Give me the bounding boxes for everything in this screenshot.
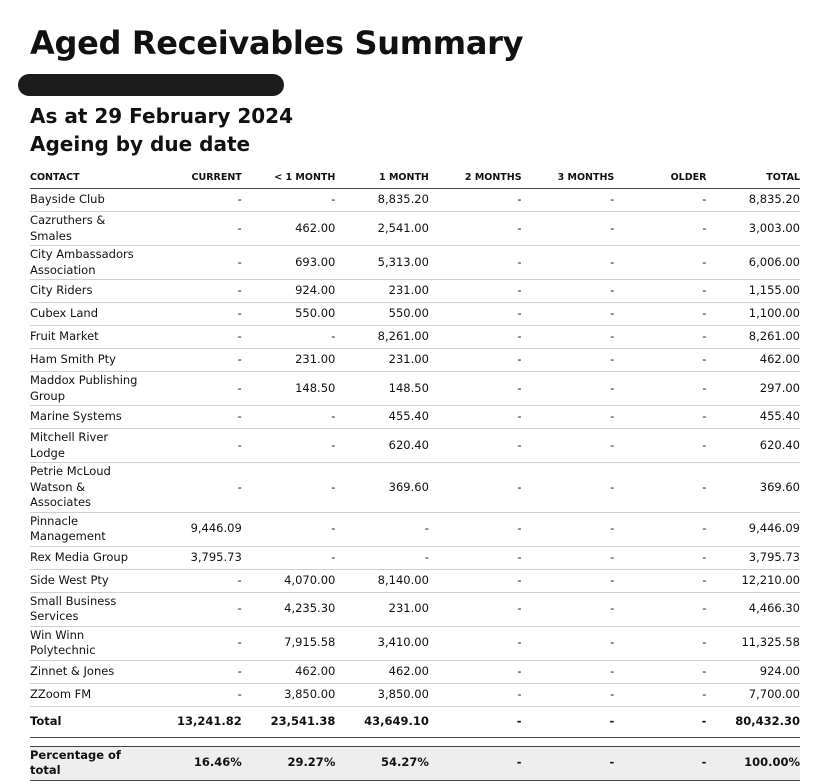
cell-1-month: - [335, 512, 429, 546]
cell-2-months: - [429, 406, 522, 429]
redacted-organisation-name [18, 74, 284, 96]
cell-total: 3,795.73 [706, 546, 800, 569]
report-ageing-basis: Ageing by due date [30, 132, 251, 156]
cell-older: - [614, 463, 706, 513]
cell-total: 11,325.58 [706, 626, 800, 660]
cell-3-months: - [522, 246, 615, 280]
table-row [30, 280, 800, 303]
cell-lt-1-month: 148.50 [242, 372, 336, 406]
cell-contact: Mitchell River Lodge [30, 429, 148, 463]
cell-current: - [148, 246, 242, 280]
cell-1-month: 620.40 [335, 429, 429, 463]
cell-1-month: 5,313.00 [335, 246, 429, 280]
report-title: Aged Receivables Summary [30, 24, 524, 62]
cell-current: - [148, 212, 242, 246]
cell-older: - [614, 349, 706, 372]
column-header-lt-1-month: < 1 MONTH [242, 166, 336, 189]
cell-total: 3,003.00 [706, 212, 800, 246]
cell-older: - [614, 512, 706, 546]
cell-total: 455.40 [706, 406, 800, 429]
cell-older: - [614, 569, 706, 592]
cell-total: 369.60 [706, 463, 800, 513]
cell-3-months: - [522, 429, 615, 463]
cell-3-months: - [522, 406, 615, 429]
aged-receivables-table [30, 166, 800, 781]
table-row [30, 512, 800, 546]
cell-total: 8,261.00 [706, 326, 800, 349]
cell-contact: Marine Systems [30, 406, 148, 429]
cell-total: 9,446.09 [706, 512, 800, 546]
cell-current: - [148, 372, 242, 406]
table-row [30, 212, 800, 246]
cell-contact: Percentage of total [30, 746, 148, 780]
cell-3-months: - [522, 569, 615, 592]
cell-2-months: - [429, 189, 522, 212]
cell-contact: Win Winn Polytechnic [30, 626, 148, 660]
cell-older: - [614, 406, 706, 429]
table-row [30, 189, 800, 212]
cell-3-months: - [522, 349, 615, 372]
cell-lt-1-month: - [242, 189, 336, 212]
cell-total: 924.00 [706, 660, 800, 683]
cell-2-months: - [429, 212, 522, 246]
cell-older: - [614, 303, 706, 326]
table-row [30, 349, 800, 372]
cell-2-months: - [429, 746, 522, 780]
cell-total: 7,700.00 [706, 683, 800, 706]
cell-1-month: 2,541.00 [335, 212, 429, 246]
cell-1-month: 3,850.00 [335, 683, 429, 706]
cell-1-month: 231.00 [335, 349, 429, 372]
column-header-contact: CONTACT [30, 166, 148, 189]
cell-older: - [614, 326, 706, 349]
cell-current: - [148, 303, 242, 326]
cell-lt-1-month: 3,850.00 [242, 683, 336, 706]
cell-2-months: - [429, 592, 522, 626]
cell-current: - [148, 406, 242, 429]
cell-3-months: - [522, 463, 615, 513]
cell-contact: Rex Media Group [30, 546, 148, 569]
cell-contact: Zinnet & Jones [30, 660, 148, 683]
cell-1-month: 231.00 [335, 280, 429, 303]
cell-total: 6,006.00 [706, 246, 800, 280]
cell-3-months: - [522, 326, 615, 349]
cell-older: - [614, 626, 706, 660]
table-header-row [30, 166, 800, 189]
table-row [30, 660, 800, 683]
cell-2-months: - [429, 349, 522, 372]
cell-3-months: - [522, 546, 615, 569]
cell-2-months: - [429, 660, 522, 683]
column-header-total: TOTAL [706, 166, 800, 189]
table-row [30, 303, 800, 326]
cell-current: - [148, 349, 242, 372]
cell-lt-1-month: 550.00 [242, 303, 336, 326]
cell-1-month: 8,140.00 [335, 569, 429, 592]
cell-older: - [614, 372, 706, 406]
table-row [30, 406, 800, 429]
cell-total: 80,432.30 [706, 706, 800, 737]
cell-lt-1-month: - [242, 326, 336, 349]
cell-lt-1-month: - [242, 512, 336, 546]
cell-lt-1-month: 7,915.58 [242, 626, 336, 660]
cell-2-months: - [429, 280, 522, 303]
cell-3-months: - [522, 303, 615, 326]
cell-contact: Ham Smith Pty [30, 349, 148, 372]
table-row [30, 463, 800, 513]
cell-3-months: - [522, 683, 615, 706]
cell-2-months: - [429, 246, 522, 280]
report-date: As at 29 February 2024 [30, 104, 294, 128]
cell-lt-1-month: 462.00 [242, 212, 336, 246]
cell-3-months: - [522, 626, 615, 660]
cell-3-months: - [522, 660, 615, 683]
cell-2-months: - [429, 512, 522, 546]
column-header-older: OLDER [614, 166, 706, 189]
cell-lt-1-month: - [242, 463, 336, 513]
cell-total: 12,210.00 [706, 569, 800, 592]
cell-3-months: - [522, 706, 615, 737]
cell-3-months: - [522, 512, 615, 546]
cell-older: - [614, 683, 706, 706]
row-spacer [30, 737, 800, 746]
cell-older: - [614, 429, 706, 463]
cell-1-month: 455.40 [335, 406, 429, 429]
cell-2-months: - [429, 706, 522, 737]
cell-2-months: - [429, 569, 522, 592]
table-row [30, 326, 800, 349]
table-row [30, 546, 800, 569]
column-header-2-months: 2 MONTHS [429, 166, 522, 189]
cell-current: 13,241.82 [148, 706, 242, 737]
cell-current: - [148, 592, 242, 626]
cell-lt-1-month: 4,235.30 [242, 592, 336, 626]
column-header-1-month: 1 MONTH [335, 166, 429, 189]
cell-2-months: - [429, 372, 522, 406]
cell-current: - [148, 626, 242, 660]
cell-current: - [148, 660, 242, 683]
cell-older: - [614, 592, 706, 626]
cell-1-month: 369.60 [335, 463, 429, 513]
spacer-cell [30, 737, 800, 746]
cell-3-months: - [522, 372, 615, 406]
cell-contact: Cazruthers & Smales [30, 212, 148, 246]
cell-1-month: 3,410.00 [335, 626, 429, 660]
cell-older: - [614, 280, 706, 303]
cell-contact: City Ambassadors Association [30, 246, 148, 280]
total-row [30, 706, 800, 737]
cell-total: 1,100.00 [706, 303, 800, 326]
cell-1-month: 8,261.00 [335, 326, 429, 349]
cell-contact: Fruit Market [30, 326, 148, 349]
cell-3-months: - [522, 189, 615, 212]
cell-current: 9,446.09 [148, 512, 242, 546]
cell-current: - [148, 463, 242, 513]
table-row [30, 372, 800, 406]
cell-2-months: - [429, 429, 522, 463]
cell-older: - [614, 660, 706, 683]
cell-2-months: - [429, 546, 522, 569]
cell-3-months: - [522, 746, 615, 780]
cell-contact: Cubex Land [30, 303, 148, 326]
cell-lt-1-month: 4,070.00 [242, 569, 336, 592]
cell-lt-1-month: 231.00 [242, 349, 336, 372]
cell-lt-1-month: - [242, 429, 336, 463]
cell-lt-1-month: 924.00 [242, 280, 336, 303]
cell-current: - [148, 569, 242, 592]
cell-contact: City Riders [30, 280, 148, 303]
cell-current: - [148, 683, 242, 706]
cell-2-months: - [429, 683, 522, 706]
cell-1-month: 43,649.10 [335, 706, 429, 737]
cell-3-months: - [522, 280, 615, 303]
cell-contact: Pinnacle Management [30, 512, 148, 546]
cell-lt-1-month: 462.00 [242, 660, 336, 683]
cell-older: - [614, 212, 706, 246]
table-row [30, 429, 800, 463]
cell-contact: Petrie McLoud Watson & Associates [30, 463, 148, 513]
cell-older: - [614, 246, 706, 280]
cell-1-month: 231.00 [335, 592, 429, 626]
cell-2-months: - [429, 303, 522, 326]
cell-current: - [148, 189, 242, 212]
cell-contact: Total [30, 706, 148, 737]
cell-older: - [614, 546, 706, 569]
cell-current: 16.46% [148, 746, 242, 780]
cell-contact: Maddox Publishing Group [30, 372, 148, 406]
cell-1-month: - [335, 546, 429, 569]
cell-total: 100.00% [706, 746, 800, 780]
cell-current: - [148, 326, 242, 349]
cell-contact: ZZoom FM [30, 683, 148, 706]
cell-lt-1-month: - [242, 406, 336, 429]
table-row [30, 246, 800, 280]
cell-lt-1-month: 23,541.38 [242, 706, 336, 737]
cell-older: - [614, 706, 706, 737]
cell-2-months: - [429, 326, 522, 349]
column-header-3-months: 3 MONTHS [522, 166, 615, 189]
column-header-current: CURRENT [148, 166, 242, 189]
cell-contact: Bayside Club [30, 189, 148, 212]
cell-1-month: 148.50 [335, 372, 429, 406]
cell-lt-1-month: 29.27% [242, 746, 336, 780]
cell-contact: Side West Pty [30, 569, 148, 592]
cell-total: 4,466.30 [706, 592, 800, 626]
table-row [30, 626, 800, 660]
cell-3-months: - [522, 592, 615, 626]
cell-1-month: 8,835.20 [335, 189, 429, 212]
cell-total: 462.00 [706, 349, 800, 372]
cell-3-months: - [522, 212, 615, 246]
cell-total: 1,155.00 [706, 280, 800, 303]
table-body [30, 189, 800, 781]
cell-1-month: 462.00 [335, 660, 429, 683]
cell-current: - [148, 280, 242, 303]
table-row [30, 683, 800, 706]
table-row [30, 592, 800, 626]
cell-1-month: 54.27% [335, 746, 429, 780]
cell-2-months: - [429, 463, 522, 513]
cell-1-month: 550.00 [335, 303, 429, 326]
cell-older: - [614, 746, 706, 780]
cell-contact: Small Business Services [30, 592, 148, 626]
table-row [30, 569, 800, 592]
cell-2-months: - [429, 626, 522, 660]
cell-lt-1-month: - [242, 546, 336, 569]
cell-total: 620.40 [706, 429, 800, 463]
cell-total: 8,835.20 [706, 189, 800, 212]
cell-older: - [614, 189, 706, 212]
cell-current: - [148, 429, 242, 463]
cell-total: 297.00 [706, 372, 800, 406]
cell-lt-1-month: 693.00 [242, 246, 336, 280]
cell-current: 3,795.73 [148, 546, 242, 569]
